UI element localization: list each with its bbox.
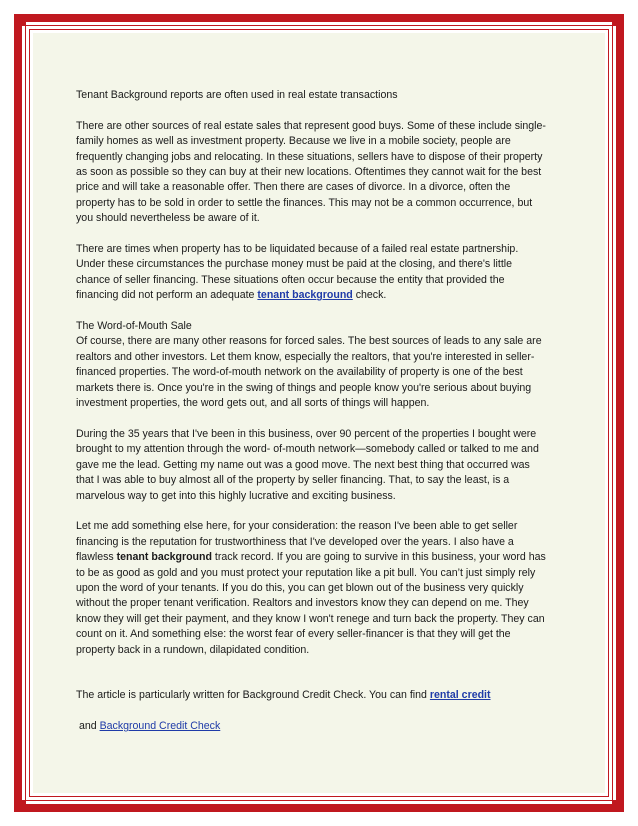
- closing-line-2-text: and: [76, 720, 100, 733]
- paragraph-reputation-rest: track record. If you are going to survive in this business, your word has to be as good as gold and you must protect your reputation like a pit bull. You can’t just simply rely upon the word of your tenants. If you do this, you can get blown out of the business very quickly without the proper tenant verification. Realtors and investors know they can depend on me. They know they will get their payment, and they know I won't renege and turn back the property. They can count on it. And something else: the worst fear of every seller-financer is that they will get the property back in a rundown, dilapidated condition.: [76, 551, 546, 656]
- paragraph-reputation: [76, 519, 546, 658]
- paragraph-experience: During the 35 years that I've been in this business, over 90 percent of the properties I bought were brought to my attention through the word- of-mouth network—somebody called or talked to me and gave me the lead. Getting my name out was a good move. The next best thing that occurred was that I was able to buy almost all of the property by seller financing. That, to say the least, is a marvelous way to get into this highly lucrative and exciting business.: [76, 427, 539, 502]
- tenant-background-bold: tenant background: [116, 551, 212, 564]
- closing-line-2: [76, 719, 546, 734]
- document-body: [76, 88, 546, 750]
- paragraph-reputation-text: Let me add something else here, for your consideration: the reason I've been able to get seller financing is the reputation for trustworthiness that I've developed over the years. I also have a flawless: [76, 520, 518, 564]
- paragraph-liquidation: [76, 242, 546, 304]
- spacer: [76, 673, 546, 688]
- border-corner-bottom-left: [14, 800, 26, 812]
- document-heading: Tenant Background reports are often used in real estate transactions: [76, 89, 398, 101]
- paragraph-forced-sales: Of course, there are many other reasons for forced sales. The best sources of leads to any sale are realtors and other investors. Let them know, especially the realtors, that you're interested in seller-financed properties. The word-of-mouth network on the availability of property is one of the best markets there is. Once you're in the swing of things and people know you're serious about buying investment properties, the word gets out, and all sorts of things will happen.: [76, 335, 542, 410]
- tenant-background-link[interactable]: tenant background: [257, 289, 353, 302]
- paragraph-liquidation-text: There are times when property has to be liquidated because of a failed real estate partnership. Under these circumstances the purchase money must be paid at the closing, and there's little chance of seller financing. These situations often occur because the entity that provided the financing did not perform an adequate: [76, 243, 519, 302]
- subheading-word-of-mouth: The Word-of-Mouth Sale: [76, 320, 192, 333]
- closing-line: [76, 688, 546, 703]
- paragraph-sources: There are other sources of real estate sales that represent good buys. Some of these include single-family homes as well as investment property. Because we live in a mobile society, people are frequently changing jobs and relocating. In these situations, sellers have to dispose of their property as soon as possible so they can buy at their new locations. Oftentimes they cannot wait for the best price and will take a reasonable offer. Then there are cases of divorce. In a divorce, often the property has to be sold in order to settle the finances. This may not be a common occurrence, but you should nevertheless be aware of it.: [76, 119, 546, 225]
- border-corner-bottom-right: [612, 800, 624, 812]
- rental-credit-link[interactable]: rental credit: [429, 689, 491, 702]
- border-corner-top-right: [612, 14, 624, 26]
- closing-line-text: The article is particularly written for Background Credit Check. You can find: [76, 689, 430, 702]
- paragraph-liquidation-end: check.: [352, 289, 387, 302]
- border-corner-top-left: [14, 14, 26, 26]
- background-credit-check-link[interactable]: Background Credit Check: [99, 720, 221, 733]
